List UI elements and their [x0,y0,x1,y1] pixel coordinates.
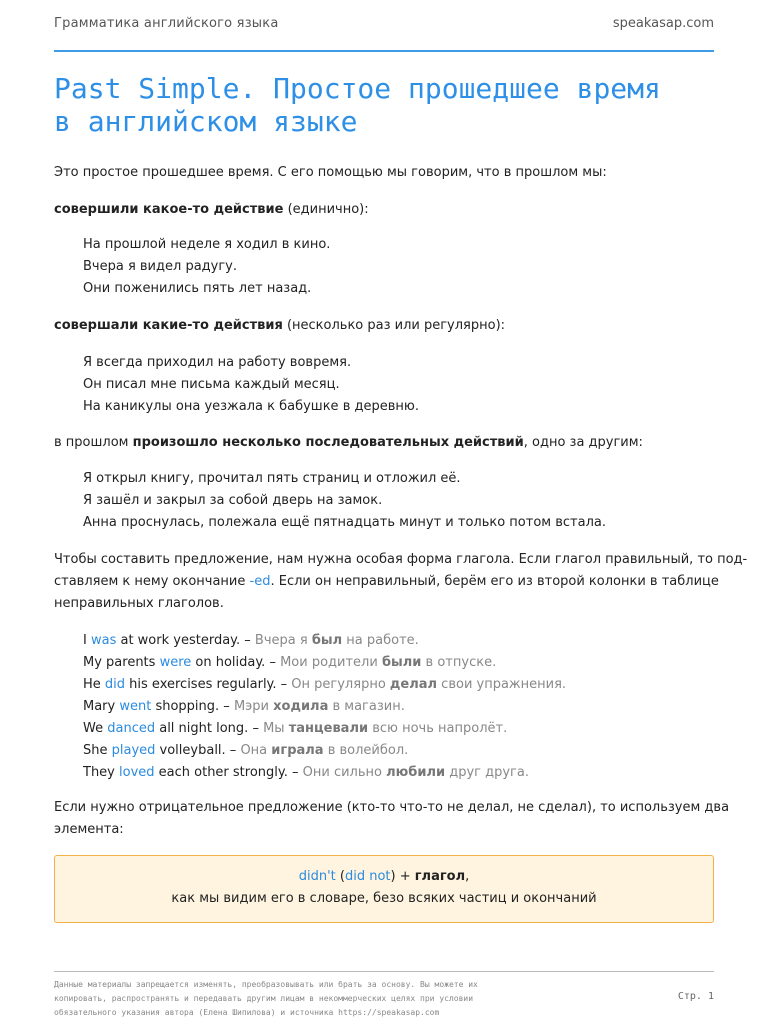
intro-paragraph: Это простое прошедшее время. С его помощью мы говорим, что в прошлом мы: [54,165,607,180]
ru-verb: играла [271,743,324,758]
ru-verb: ходила [273,699,329,714]
section-note: (единично): [283,202,369,217]
footer-line: копировать, распространять и передавать другим лицам в некоммерческих целях при условии [54,994,474,1003]
en-text: We [83,721,108,736]
header-site: speakasap.com [612,16,714,31]
example-line: Вчера я видел радугу. [83,259,237,274]
section-note: , одно за другим: [523,435,643,450]
section-heading: произошло несколько последовательных действий [132,435,524,450]
ru-text: свои упражнения. [437,677,567,692]
en-text: shopping. – [151,699,234,714]
en-text: I [83,633,91,648]
past-verb: was [90,633,117,648]
ru-text: в волейбол. [323,743,409,758]
ru-text: Он регулярно [291,677,390,692]
ru-text: друг друга. [445,765,529,780]
formula-line [55,869,713,884]
header-subject: Грамматика английского языка [54,16,279,31]
verb-example [83,762,703,784]
en-text: volleyball. – [155,743,241,758]
verb-example [83,718,703,740]
footer-divider [54,971,714,972]
ru-text: в магазин. [328,699,405,714]
example-line: Я зашёл и закрыл за собой дверь на замок. [83,493,383,508]
en-text: his exercises regularly. – [125,677,292,692]
page-header [54,14,714,38]
en-text: Mary [83,699,120,714]
ru-verb: делал [389,677,438,692]
section-single-action [54,199,714,221]
section-sequential-actions [54,432,714,454]
en-text: at work yesterday. – [116,633,255,648]
negative-line-1: Если нужно отрицательное предложение (кто-то что-то не делал, не сделал), то используем два [54,800,730,815]
ru-text: Они сильно [302,765,387,780]
example-line: Они поженились пять лет назад. [83,281,312,296]
footer-copyright [54,978,614,1020]
ru-text: всю ночь напролёт. [368,721,508,736]
ru-text: Мэри [233,699,274,714]
header-divider [54,50,714,52]
examples-repeated-actions [83,352,703,418]
en-text: on holiday. – [191,655,281,670]
past-verb: played [111,743,156,758]
en-text: She [83,743,112,758]
examples-single-action [83,234,703,300]
formula-text: ) + [390,869,415,884]
formula-text: ( [335,869,345,884]
rule-line-2 [54,571,719,593]
en-text: all night long. – [155,721,264,736]
past-verb: danced [107,721,156,736]
en-text: He [83,677,105,692]
past-verb: were [159,655,192,670]
footer-line: обязательного указания автора (Елена Шипилова) и источника https://speakasap.com [54,1008,440,1017]
footer-line: Данные материалы запрещается изменять, преобразовывать или брать за основу. Вы можете их [54,980,478,989]
en-text: My parents [83,655,160,670]
verb-example [83,674,703,696]
rule-line-3: неправильных глаголов. [54,596,224,611]
section-heading: совершили какое-то действие [54,202,284,217]
en-text: each other strongly. – [154,765,303,780]
section-prefix: в прошлом [54,435,133,450]
verb-example [83,652,703,674]
ru-text: в отпуске. [421,655,497,670]
formula-verb: глагол [414,869,466,884]
rule-text: . Если он неправильный, берём его из второй колонки в таблице [270,574,719,589]
section-repeated-actions [54,315,714,337]
ru-text: Мои родители [280,655,382,670]
rule-text: ставляем к нему окончание [54,574,250,589]
section-note: (несколько раз или регулярно): [282,318,506,333]
formula-box [54,855,714,923]
past-verb: went [119,699,152,714]
ru-verb: были [381,655,422,670]
rule-line-1: Чтобы составить предложение, нам нужна особая форма глагола. Если глагол правильный, то под- [54,552,748,567]
verb-examples-list [83,630,703,784]
didnt-highlight: didn't [298,869,336,884]
en-text: They [83,765,120,780]
ru-text: Вчера я [254,633,312,648]
ed-ending-highlight: -ed [249,574,271,589]
title-line-1: Past Simple. Простое прошедшее время [54,72,661,105]
examples-sequential-actions [83,468,703,534]
past-verb: did [104,677,126,692]
rule-paragraph [54,549,748,615]
page-title [54,72,734,138]
verb-example [83,696,703,718]
negative-line-2: элемента: [54,822,124,837]
example-line: На каникулы она уезжала к бабушке в деревню. [83,399,419,414]
past-verb: loved [119,765,155,780]
section-heading: совершали какие-то действия [54,318,283,333]
example-line: Анна проснулась, полежала ещё пятнадцать минут и только потом встала. [83,515,606,530]
did-not-highlight: did not [344,869,391,884]
ru-verb: был [311,633,343,648]
verb-example [83,630,703,652]
page-number: Стр. 1 [677,991,714,1002]
example-line: Я всегда приходил на работу вовремя. [83,355,352,370]
verb-example [83,740,703,762]
title-line-2: в английском языке [54,105,358,138]
example-line: Он писал мне письма каждый месяц. [83,377,340,392]
ru-text: Мы [263,721,289,736]
ru-text: на работе. [342,633,419,648]
negative-paragraph [54,797,730,841]
example-line: На прошлой неделе я ходил в кино. [83,237,331,252]
ru-text: Она [240,743,272,758]
ru-verb: танцевали [288,721,369,736]
formula-text: , [465,869,470,884]
example-line: Я открыл книгу, прочитал пять страниц и отложил её. [83,471,461,486]
ru-verb: любили [386,765,446,780]
formula-explanation: как мы видим его в словаре, безо всяких частиц и окончаний [171,891,597,906]
